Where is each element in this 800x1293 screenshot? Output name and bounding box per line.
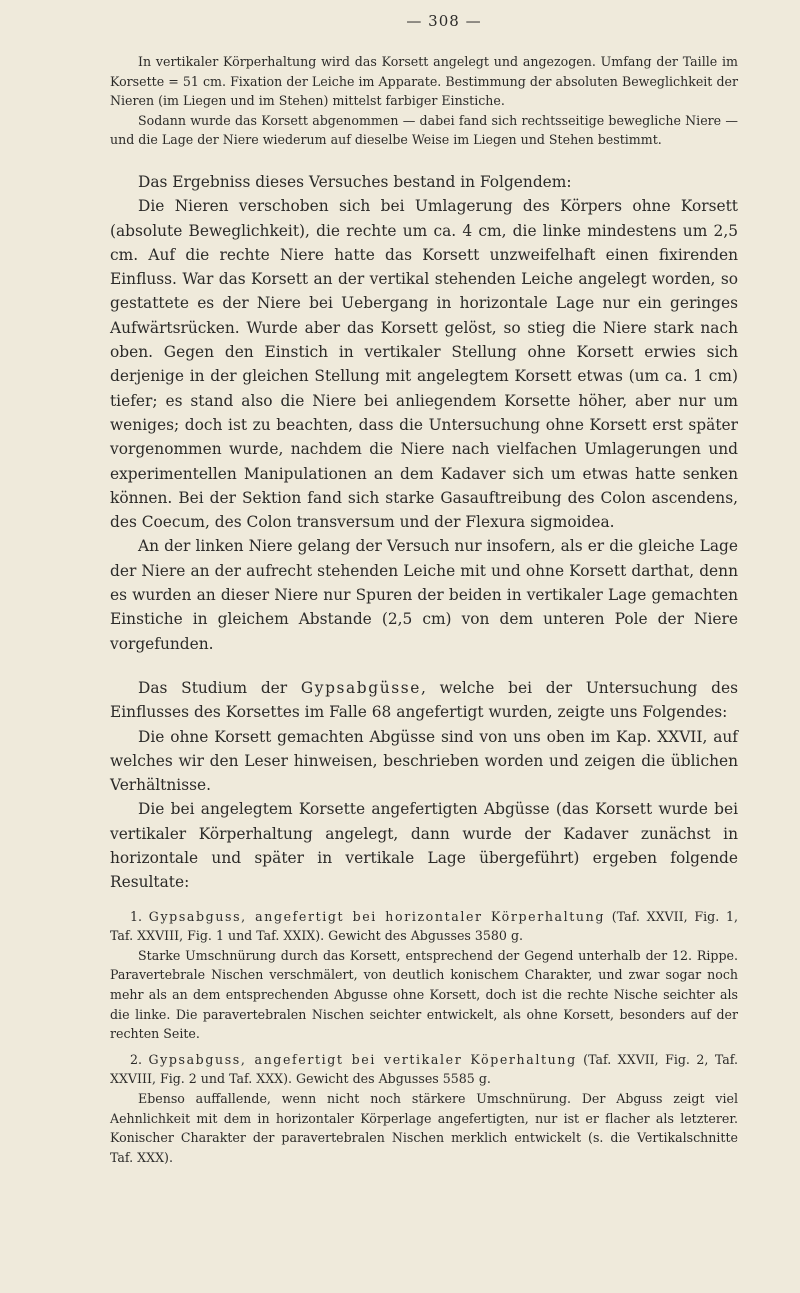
paragraph-procedure: In vertikaler Körperhaltung wird das Korsett angelegt und angezogen. Umfang der Taille im Korsette = 51 cm. Fixation der Leiche im Apparate. Bestimmung der absoluten Beweglichkeit der Nieren (im Liegen und im Stehen) mittelst farbiger Einstiche. — [110, 54, 738, 109]
paragraph-gypsum-study — [110, 676, 738, 725]
paragraph-korsett-removed: Sodann wurde das Korsett abgenommen — dabei fand sich rechtsseitige bewegliche Niere — und die Lage der Niere wiederum auf dieselbe Weise im Liegen und Stehen bestimmt. — [110, 112, 738, 148]
paragraph-casts-without-korsett: Die ohne Korsett gemachten Abgüsse sind von uns oben im Kap. XXVII, auf welches wir den Leser hinweisen, beschrieben worden und zeigen die üblichen Verhältnisse. — [110, 727, 738, 795]
spaced-term: Gypsabgüsse — [300, 678, 421, 697]
list-item-cast-1 — [110, 907, 738, 946]
list-item-cast-2 — [110, 1050, 738, 1089]
paragraph-cast-1-description: Starke Umschnürung durch das Korsett, entsprechend der Gegend unterhalb der 12. Rippe. Paravertebrale Nischen verschmälert, von deutlich konischem Charakter, und zwar sogar noch mehr als an dem entsprechenden Abgusse ohne Korsett, doch ist die rechte Nische seichter als die linke. Die paravertebralen Nischen seichter entwickelt, als ohne Korsett, besonders auf der rechten Seite. — [110, 947, 738, 1042]
paragraph-result-heading: Das Ergebniss dieses Versuches bestand in Folgendem: — [138, 172, 572, 191]
text-run: (Taf. XXVII, Fig. 2, Taf. XXVIII, Fig. 2 und Taf. XXX). Gewicht des Abgusses 5585 g. — [110, 1051, 738, 1087]
text-run: (Taf. XXVII, Fig. 1, Taf. XXVIII, Fig. 1 und Taf. XXIX). Gewicht des Abgusses 3580 g. — [110, 908, 738, 944]
paragraph-casts-with-korsett: Die bei angelegtem Korsette angefertigten Abgüsse (das Korsett wurde bei vertikaler Körperhaltung angelegt, dann wurde der Kadaver zunächst in horizontale und später in vertikale Lage übergeführt) ergeben folgende Resultate: — [110, 800, 738, 892]
spaced-term: Gypsabguss, angefertigt bei vertikaler Köperhaltung — [148, 1051, 577, 1067]
paragraph-result-left-kidney: An der linken Niere gelang der Versuch nur insofern, als er die gleiche Lage der Niere an der aufrecht stehenden Leiche mit und ohne Korsett darthat, denn es wurden an dieser Niere nur Spuren der beiden in vertikaler Lage gemachten Einstiche in gleichem Abstande (2,5 cm) von dem unteren Pole der Niere vorgefunden. — [110, 537, 738, 653]
page-number: — 308 — — [406, 12, 482, 30]
text-run: , welche bei der Untersuchung des Einflusses des Korsettes im Falle 68 angefertigt wurden, zeigte uns Folgendes: — [110, 678, 738, 722]
text-run: Das Studium der — [138, 678, 301, 697]
paragraph-cast-2-description: Ebenso auffallende, wenn nicht noch stärkere Umschnürung. Der Abguss zeigt viel Aehnlichkeit mit dem in horizontaler Körperlage angefertigten, nur ist er flacher als letzterer. Konischer Charakter der paravertebralen Nischen merklich entwickelt (s. die Vertikalschnitte Taf. XXX). — [110, 1090, 738, 1165]
text-run: 2. — [130, 1051, 149, 1067]
text-run: 1. — [130, 908, 149, 924]
spaced-term: Gypsabguss, angefertigt bei horizontaler Körperhaltung — [148, 908, 606, 924]
paragraph-result-right-kidney: Die Nieren verschoben sich bei Umlagerung des Körpers ohne Korsett (absolute Beweglichkeit), die rechte um ca. 4 cm, die linke mindestens um 2,5 cm. Auf die rechte Niere hatte das Korsett unzweifelhaft einen fixirenden Einfluss. War das Korsett an der vertikal stehenden Leiche angelegt worden, so gestattete es der Niere bei Uebergang in horizontale Lage nur ein geringes Aufwärtsrücken. Wurde aber das Korsett gelöst, so stieg die Niere stark nach oben. Gegen den Einstich in vertikaler Stellung ohne Korsett erwies sich derjenige in der gleichen Stellung mit angelegtem Korsett etwas (um ca. 1 cm) tiefer; es stand also die Niere bei anliegendem Korsette höher, aber nur um weniges; doch ist zu beachten, dass die Untersuchung ohne Korsett erst später vorgenommen wurde, nachdem die Niere nach vielfachen Umlagerungen und experimentellen Manipulationen an dem Kadaver sich um etwas hatte senken können. Bei der Sektion fand sich starke Gasauftreibung des Colon ascendens, des Coecum, des Colon transversum und der Flexura sigmoidea. — [110, 197, 738, 532]
